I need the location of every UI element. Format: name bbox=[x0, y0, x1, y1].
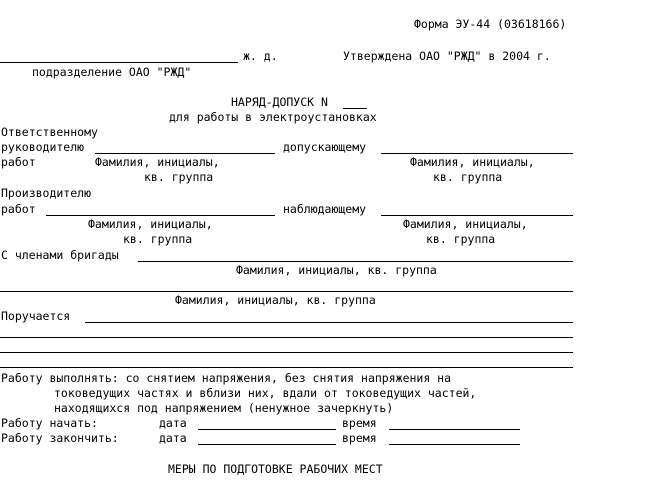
responsible-hint-fio: Фамилия, инициалы, bbox=[95, 155, 220, 169]
approval-note: Утверждена ОАО "РЖД" в 2004 г. bbox=[343, 49, 551, 63]
assigned-field-2 bbox=[0, 337, 573, 338]
assigned-field-3 bbox=[0, 352, 573, 353]
work-mode-line-3: находящихся под напряжением (ненужное зачеркнуть) bbox=[54, 401, 394, 415]
brigade-hint-2: Фамилия, инициалы, кв. группа bbox=[175, 293, 376, 307]
finish-label: Работу закончить: bbox=[1, 431, 119, 445]
railway-name-line bbox=[0, 62, 238, 63]
finish-date-field bbox=[198, 444, 336, 445]
producer-label-1: Производителю bbox=[1, 186, 92, 200]
brigade-field-2 bbox=[0, 291, 573, 292]
finish-time-field bbox=[389, 444, 520, 445]
responsible-field bbox=[95, 153, 275, 154]
railway-suffix: ж. д. bbox=[243, 49, 278, 63]
document-title: НАРЯД-ДОПУСК N bbox=[231, 95, 328, 109]
responsible-hint-group: кв. группа bbox=[144, 170, 214, 184]
admitting-field bbox=[381, 153, 573, 154]
brigade-field-1 bbox=[138, 261, 573, 262]
permit-number-line bbox=[343, 108, 367, 109]
producer-hint-fio: Фамилия, инициалы, bbox=[88, 217, 213, 231]
finish-date-label: дата bbox=[159, 431, 187, 445]
start-date-field bbox=[198, 429, 336, 430]
brigade-label: С членами бригады bbox=[1, 248, 119, 262]
document-subtitle: для работы в электроустановках bbox=[169, 110, 377, 124]
observing-label: наблюдающему bbox=[283, 202, 367, 216]
producer-field bbox=[46, 215, 275, 216]
assigned-label: Поручается bbox=[1, 309, 71, 323]
admitting-hint-group: кв. группа bbox=[433, 170, 503, 184]
start-date-label: дата bbox=[159, 416, 187, 430]
responsible-label-3: работ bbox=[1, 155, 36, 169]
form-code: Форма ЭУ-44 (03618166) bbox=[414, 17, 567, 31]
admitting-hint-fio: Фамилия, инициалы, bbox=[410, 155, 535, 169]
finish-time-label: время bbox=[342, 431, 377, 445]
admitting-label: допускающему bbox=[283, 140, 367, 154]
work-mode-line-2: токоведущих частях и вблизи них, вдали от токоведущих частей, bbox=[54, 386, 477, 400]
footer-heading: МЕРЫ ПО ПОДГОТОВКЕ РАБОЧИХ МЕСТ bbox=[168, 462, 383, 476]
work-mode-line-1: Работу выполнять: со снятием напряжения, без снятия напряжения на bbox=[1, 371, 452, 385]
assigned-field-1 bbox=[85, 322, 573, 323]
producer-hint-group: кв. группа bbox=[123, 232, 193, 246]
observing-hint-fio: Фамилия, инициалы, bbox=[403, 217, 528, 231]
producer-label-2: работ bbox=[1, 202, 36, 216]
start-time-label: время bbox=[342, 416, 377, 430]
responsible-label-2: руководителю bbox=[1, 140, 85, 154]
start-label: Работу начать: bbox=[1, 416, 98, 430]
observing-field bbox=[381, 215, 573, 216]
assigned-field-4 bbox=[0, 367, 573, 368]
start-time-field bbox=[389, 429, 520, 430]
observing-hint-group: кв. группа bbox=[426, 232, 496, 246]
brigade-hint-1: Фамилия, инициалы, кв. группа bbox=[236, 263, 437, 277]
responsible-label-1: Ответственному bbox=[1, 125, 98, 139]
subdivision-caption: подразделение ОАО "РЖД" bbox=[32, 65, 192, 79]
